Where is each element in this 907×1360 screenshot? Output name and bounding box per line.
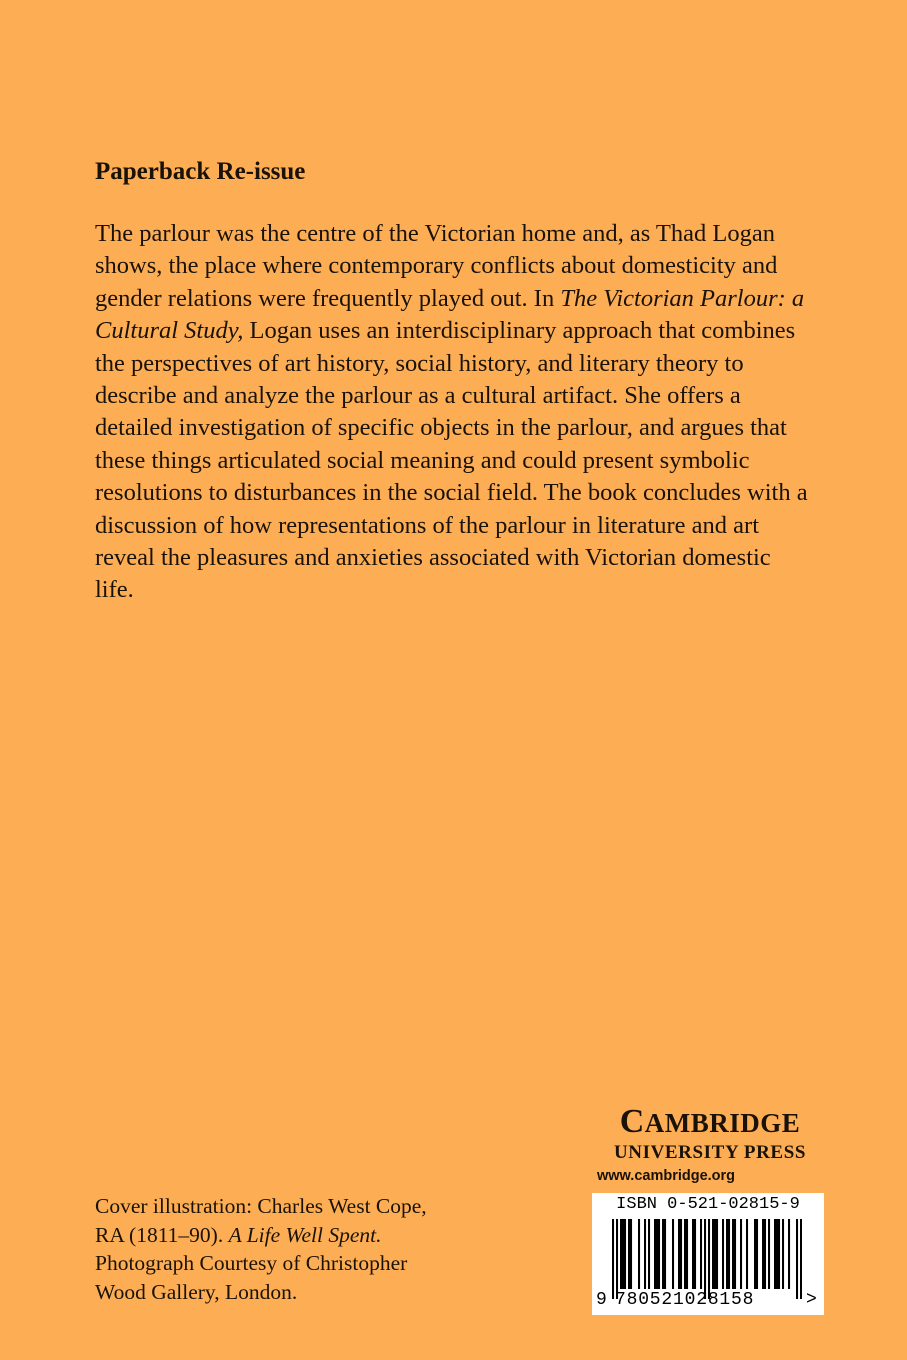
barcode-bar [672,1219,674,1289]
publisher-url: www.cambridge.org [597,1168,736,1184]
barcode-bar [762,1219,764,1289]
barcode-bar [694,1219,696,1289]
publisher-press: UNIVERSITY PRESS [613,1142,807,1163]
barcode-bar [722,1219,724,1289]
credit-text-2: Photograph Courtesy of Christopher Wood Gallery, London. [95,1251,408,1304]
barcode-bar [644,1219,646,1289]
barcode-bar [774,1219,776,1289]
barcode-bar [616,1219,618,1299]
barcode-bar [764,1219,766,1289]
barcode-bar [714,1219,716,1289]
barcode-bar [648,1219,650,1289]
barcode-bar [612,1219,614,1299]
barcode-bar [678,1219,680,1289]
barcode-bar [778,1219,780,1289]
barcode-bar [756,1219,758,1289]
barcode-bar [624,1219,626,1289]
isbn-lead-digit: 9 [596,1290,607,1310]
barcode-bar [662,1219,664,1289]
publisher-logo [597,1103,823,1142]
publisher-name-rest: AMBRIDGE [644,1108,801,1138]
barcode-bar [686,1219,688,1289]
barcode-bar [658,1219,660,1289]
barcode-bar [630,1219,632,1289]
barcode-bar [776,1219,778,1289]
isbn-label: ISBN 0-521-02815-9 [616,1195,800,1214]
barcode-bar [656,1219,658,1289]
barcode-bar [716,1219,718,1289]
section-heading: Paperback Re-issue [95,158,306,185]
blurb-text-2: Logan uses an interdisciplinary approach that combines the perspectives of art history, social history, and literary theory to describe and analyze the parlour as a cultural artifact. She offers a detailed investigation of specific objects in the parlour, and argues that these things articulated social meaning and could present symbolic resolutions to disturbances in the social field. The book concludes with a discussion of how representations of the parlour in literature and art reveal the pleasures and anxieties associated with Victorian domestic life. [95,317,808,604]
barcode-bar [692,1219,694,1289]
barcode-bar [740,1219,742,1289]
barcode-bar [726,1219,728,1289]
barcode-bar [708,1219,710,1299]
isbn-barcode [592,1193,824,1315]
barcode-bar [684,1219,686,1289]
barcode-bar [704,1219,706,1299]
barcode-bar [768,1219,770,1289]
painting-title-italic: A Life Well Spent. [228,1222,382,1247]
barcode-bar [638,1219,640,1289]
barcode-bar [728,1219,730,1289]
barcode-bar [712,1219,714,1289]
quiet-zone-arrow: > [806,1290,817,1310]
publisher-initial: C [619,1103,645,1140]
barcode-bar [800,1219,802,1299]
barcode-bar [664,1219,666,1289]
isbn-digits: 780521028158 [615,1290,755,1310]
barcode-bar [732,1219,734,1289]
barcode-bar [700,1219,702,1289]
blurb-text-1: The parlour was the centre of the Victorian home and, as Thad Logan shows, the place where contemporary conflicts about domesticity and gender relations were frequently played out. In [95,220,778,312]
barcode-bar [622,1219,624,1289]
barcode-bars [612,1219,802,1299]
barcode-bar [788,1219,790,1289]
book-title-italic: The Victorian Parlour: a Cultural Study, [95,284,805,345]
barcode-bar [746,1219,748,1289]
barcode-bar [620,1219,622,1289]
cover-credit [95,1192,440,1306]
barcode-bar [754,1219,756,1289]
barcode-bar [796,1219,798,1299]
blurb-paragraph [95,218,815,607]
barcode-bar [628,1219,630,1289]
barcode-bar [680,1219,682,1289]
barcode-bar [782,1219,784,1289]
credit-text-1: Cover illustration: Charles West Cope, RA (1811–90). [95,1194,427,1247]
barcode-bar [654,1219,656,1289]
barcode-bar [734,1219,736,1289]
